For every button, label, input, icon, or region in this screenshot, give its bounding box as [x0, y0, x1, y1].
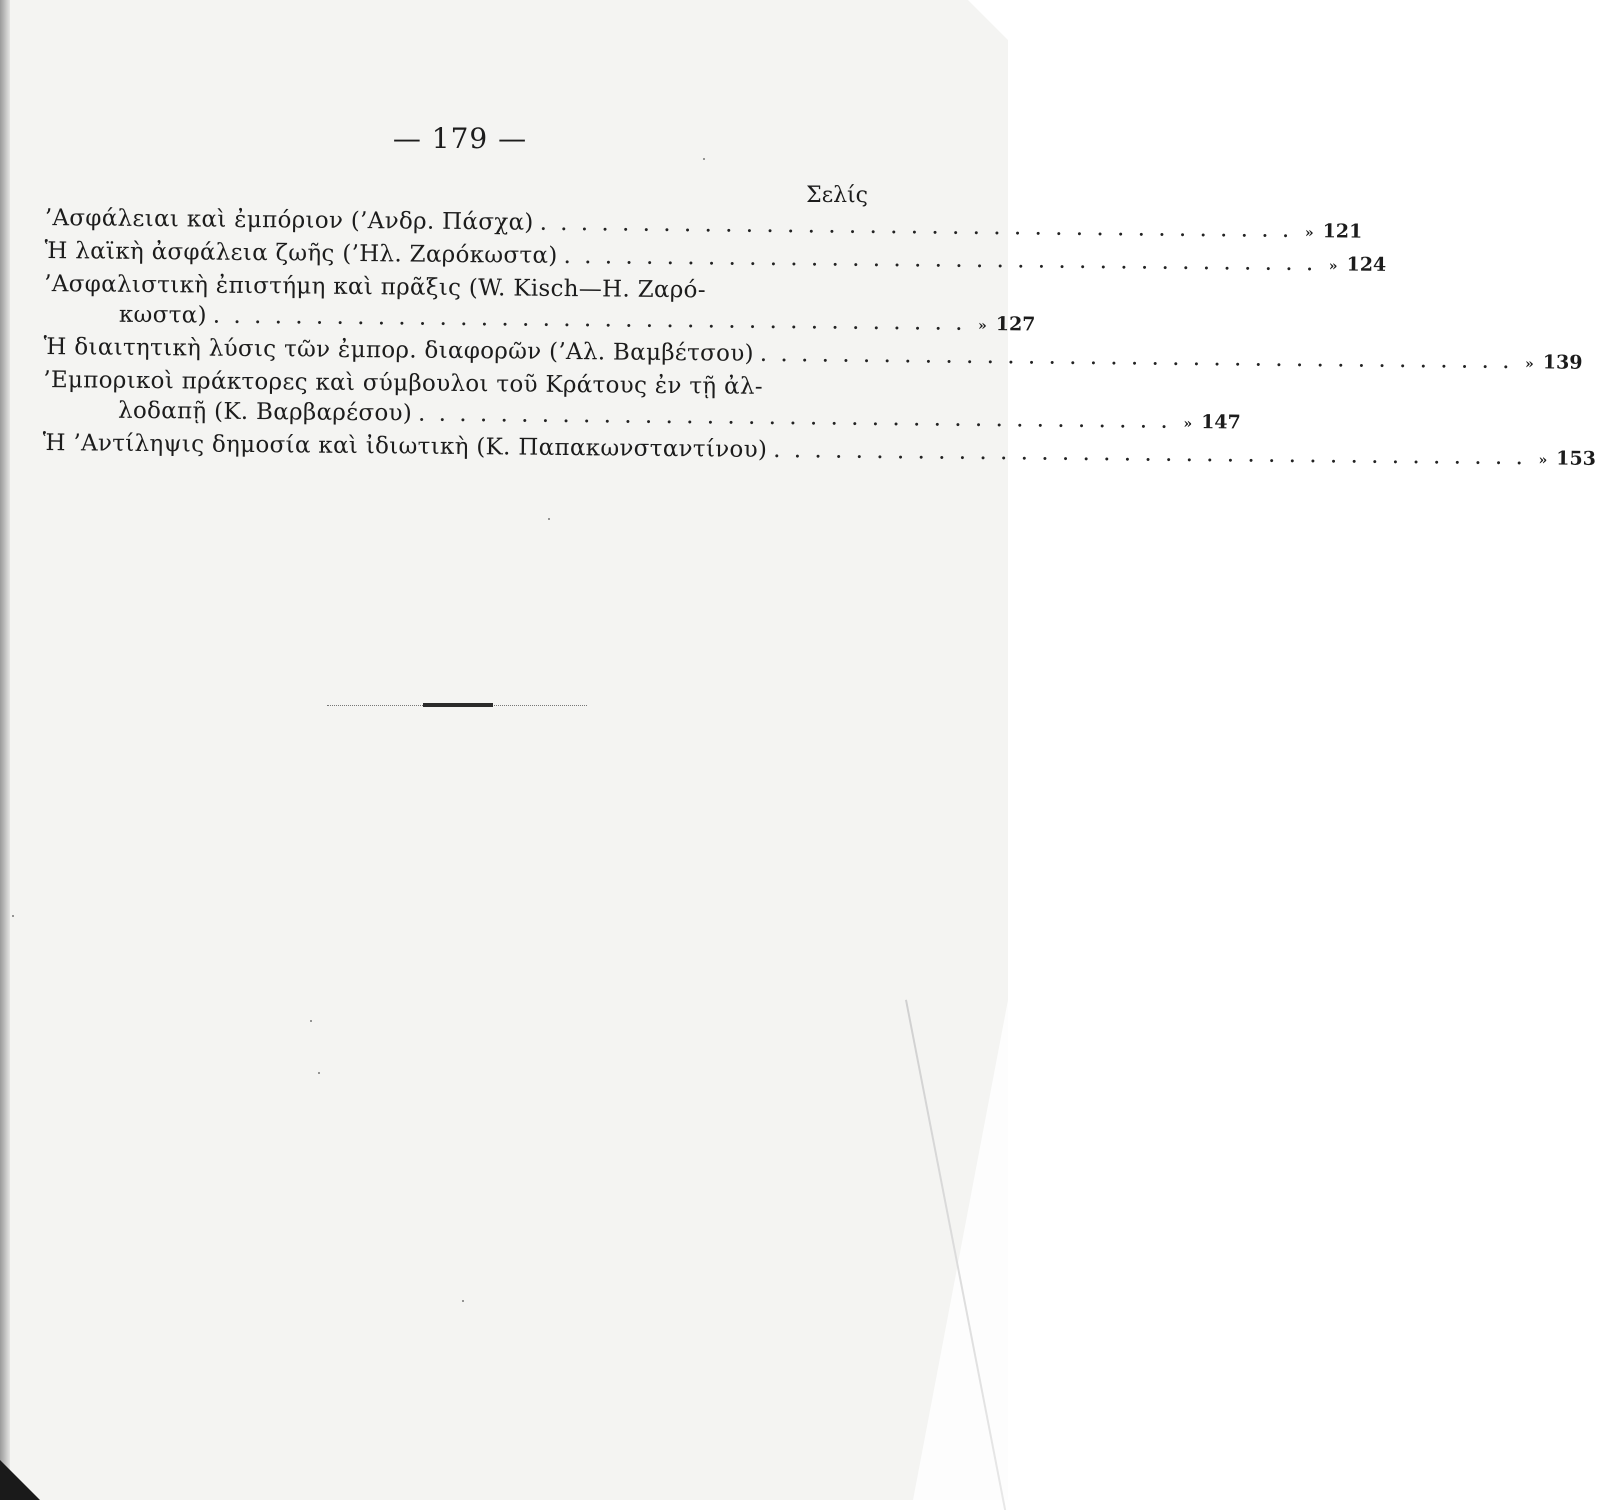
toc-entry [44, 269, 1036, 340]
paper-speck [703, 158, 705, 160]
page-column-header: Σελίς [806, 183, 868, 208]
paper-speck [462, 1300, 464, 1302]
line-spacer [706, 297, 854, 298]
toc-entry-title: Ἡ διαιτητικὴ λύσις τῶν ἐμπορ. διαφορῶν (’Αλ. Βαμβέτσου) [43, 333, 754, 367]
dark-corner [0, 1460, 40, 1500]
toc-entry-title: ’Ασφαλιστικὴ ἐπιστήμη καὶ πρᾶξις (W. Kisch—Η. Ζαρό- [44, 270, 706, 304]
toc-line [42, 428, 1596, 470]
toc-page-number: 147 [1201, 411, 1241, 434]
folded-corner [913, 1000, 1008, 1500]
toc-page-number: 127 [995, 313, 1036, 336]
paper-speck [548, 518, 550, 520]
section-end-rule [327, 702, 587, 710]
toc-entry-title: Ἡ ’Αντίληψις δημοσία καὶ ἰδιωτικὴ (Κ. Παπακωνσταντίνου) [42, 429, 768, 463]
paper-speck [310, 1020, 312, 1022]
dot-leader [754, 339, 1513, 376]
toc-page-number: 124 [1346, 253, 1387, 276]
rule-thick-bar [423, 703, 493, 707]
ditto-marker: » [1328, 258, 1338, 275]
paper-speck [12, 915, 14, 917]
dot-leader [533, 208, 1292, 245]
ditto-marker: » [1304, 225, 1314, 242]
dot-leader [557, 241, 1316, 278]
line-spacer [763, 394, 853, 395]
toc-entry-title: ’Εμπορικοὶ πράκτορες καὶ σύμβουλοι τοῦ Κράτους ἐν τῇ ἀλ- [43, 366, 763, 400]
dot-leader [207, 301, 966, 338]
toc-entry-title: λοδαπῇ (Κ. Βαρβαρέσου) [117, 397, 413, 427]
paper-speck [318, 1072, 320, 1074]
toc-page-number: 121 [1322, 220, 1363, 243]
ditto-marker: » [1183, 415, 1193, 433]
page-edge-shadow [0, 0, 10, 1500]
dot-leader [767, 435, 1526, 472]
toc-entry-title: Ἡ λαϊκὴ ἀσφάλεια ζωῆς (’Ηλ. Ζαρόκωστα) [44, 237, 558, 269]
ditto-marker: » [977, 317, 987, 335]
toc-page-number: 153 [1556, 447, 1596, 470]
torn-corner [968, 0, 1008, 40]
toc-entry [43, 365, 1241, 436]
table-of-contents [42, 203, 1596, 470]
page-number: — 179 — [392, 122, 528, 155]
toc-page-number: 139 [1542, 351, 1583, 374]
toc-entry-title: κωστα) [118, 301, 207, 329]
ditto-marker: » [1538, 452, 1548, 469]
toc-entry [42, 428, 1596, 470]
ditto-marker: » [1525, 356, 1534, 373]
toc-entry-title: ’Ασφάλειαι καὶ ἐμπόριον (’Ανδρ. Πάσχα) [44, 204, 534, 236]
dot-leader [412, 399, 1171, 436]
